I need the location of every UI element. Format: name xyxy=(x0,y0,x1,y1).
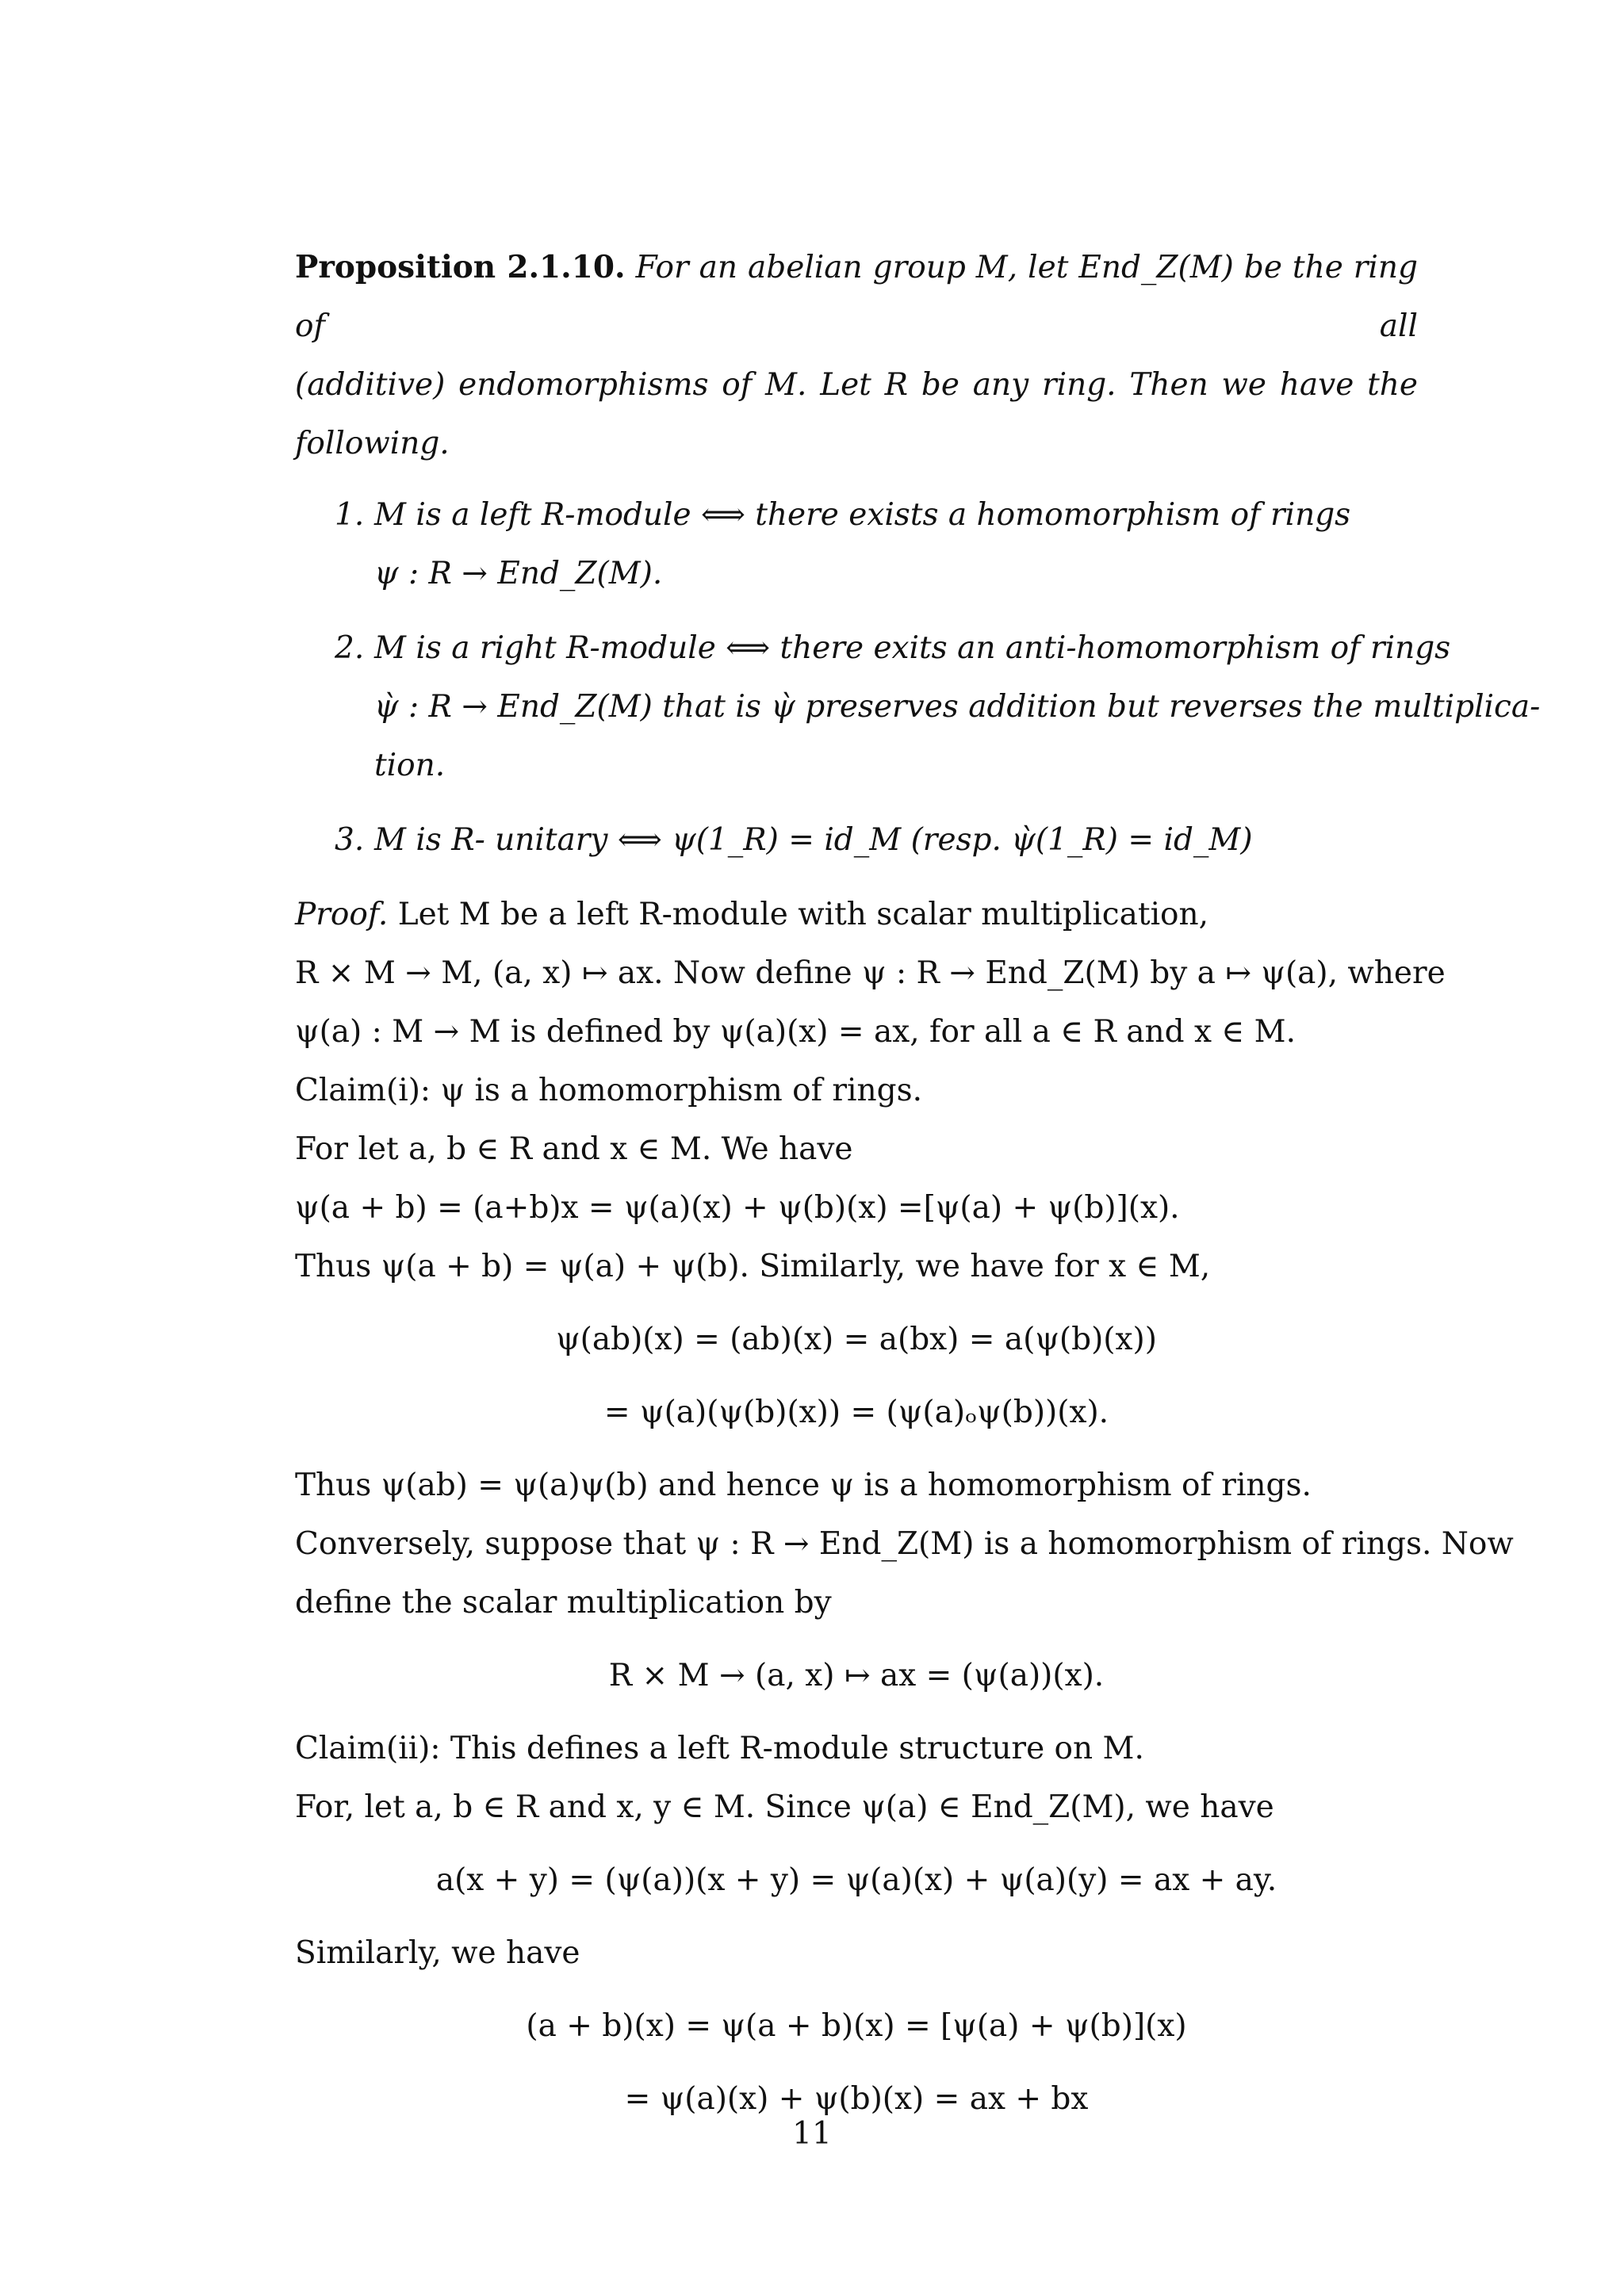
list-item-line: M is a left R-module ⟺ there exists a homomorphism of rings xyxy=(374,497,1351,533)
list-item xyxy=(335,486,1418,603)
list-item-line: ψ : R → End_Z(M). xyxy=(374,556,663,591)
page-number: 11 xyxy=(792,2116,832,2152)
list-item-body xyxy=(374,619,1540,795)
proposition-heading-line xyxy=(295,238,1418,356)
proposition-list xyxy=(335,486,1541,870)
proof-line: Similarly, we have xyxy=(295,1935,580,1971)
proof-paragraph-a xyxy=(295,944,1446,1296)
list-item xyxy=(335,811,1418,870)
proof-paragraph-b xyxy=(295,1456,1514,1632)
display-equation: = ψ(a)(x) + ψ(b)(x) = ax + bx xyxy=(624,2081,1089,2117)
proof-line: Conversely, suppose that ψ : R → End_Z(M) is a homomorphism of rings. Now xyxy=(295,1526,1514,1562)
list-item-number: 3. xyxy=(335,822,365,858)
proof-paragraph-c xyxy=(295,1720,1418,1837)
list-item-number: 1. xyxy=(335,497,365,533)
display-equation: = ψ(a)(ψ(b)(x)) = (ψ(a)ₒψ(b))(x). xyxy=(603,1395,1109,1430)
proof-line: ψ(a + b) = (a+b)x = ψ(a)(x) + ψ(b)(x) =[ψ(a) + ψ(b)](x). xyxy=(295,1190,1180,1226)
list-item-body xyxy=(374,486,1418,603)
list-item xyxy=(335,619,1541,795)
proposition-intro-line-1: For an abelian group M, let End_Z(M) be the ring of all xyxy=(295,250,1418,344)
display-equation: a(x + y) = (ψ(a))(x + y) = ψ(a)(x) + ψ(a)(y) = ax + ay. xyxy=(435,1862,1277,1898)
proof-line: define the scalar multiplication by xyxy=(295,1585,832,1621)
proof-line: R × M → M, (a, x) ↦ ax. Now define ψ : R → End_Z(M) by a ↦ ψ(a), where xyxy=(295,955,1446,991)
proof-label: Proof. xyxy=(295,897,389,932)
list-item-line: M is a right R-module ⟺ there exits an anti-homomorphism of rings xyxy=(374,630,1451,666)
list-item-line: ψ̀ : R → End_Z(M) that is ψ̀ preserves addition but reverses the multiplica- xyxy=(374,689,1541,725)
proof-line: Claim(ii): This defines a left R-module structure on M. xyxy=(295,1731,1144,1766)
proof-line: Claim(i): ψ is a homomorphism of rings. xyxy=(295,1073,923,1108)
proof-line: Thus ψ(a + b) = ψ(a) + ψ(b). Similarly, we have for x ∈ M, xyxy=(295,1249,1211,1284)
display-equation: R × M → (a, x) ↦ ax = (ψ(a))(x). xyxy=(608,1658,1105,1693)
list-item-number: 2. xyxy=(335,630,365,666)
list-item-line: tion. xyxy=(374,748,446,783)
proof-line: ψ(a) : M → M is defined by ψ(a)(x) = ax, for all a ∈ R and x ∈ M. xyxy=(295,1014,1296,1050)
proof-line: For, let a, b ∈ R and x, y ∈ M. Since ψ(a) ∈ End_Z(M), we have xyxy=(295,1789,1274,1825)
display-equation: (a + b)(x) = ψ(a + b)(x) = [ψ(a) + ψ(b)](x) xyxy=(526,2008,1187,2044)
list-item-body xyxy=(374,811,1418,870)
proof-first-line xyxy=(295,886,1418,944)
proposition-label: Proposition 2.1.10. xyxy=(295,249,626,285)
proof-first-line-text: Let M be a left R-module with scalar multiplication, xyxy=(397,897,1209,932)
proof-line: Thus ψ(ab) = ψ(a)ψ(b) and hence ψ is a homomorphism of rings. xyxy=(295,1468,1312,1503)
list-item-line: M is R- unitary ⟺ ψ(1_R) = id_M (resp. ψ̀(1_R) = id_M) xyxy=(374,822,1253,858)
proof-line: For let a, b ∈ R and x ∈ M. We have xyxy=(295,1131,853,1167)
proof-paragraph-d xyxy=(295,1924,1418,1983)
proposition-intro-line-2: (additive) endomorphisms of M. Let R be any ring. Then we have the following. xyxy=(295,367,1418,461)
display-equation: ψ(ab)(x) = (ab)(x) = a(bx) = a(ψ(b)(x)) xyxy=(556,1322,1157,1357)
